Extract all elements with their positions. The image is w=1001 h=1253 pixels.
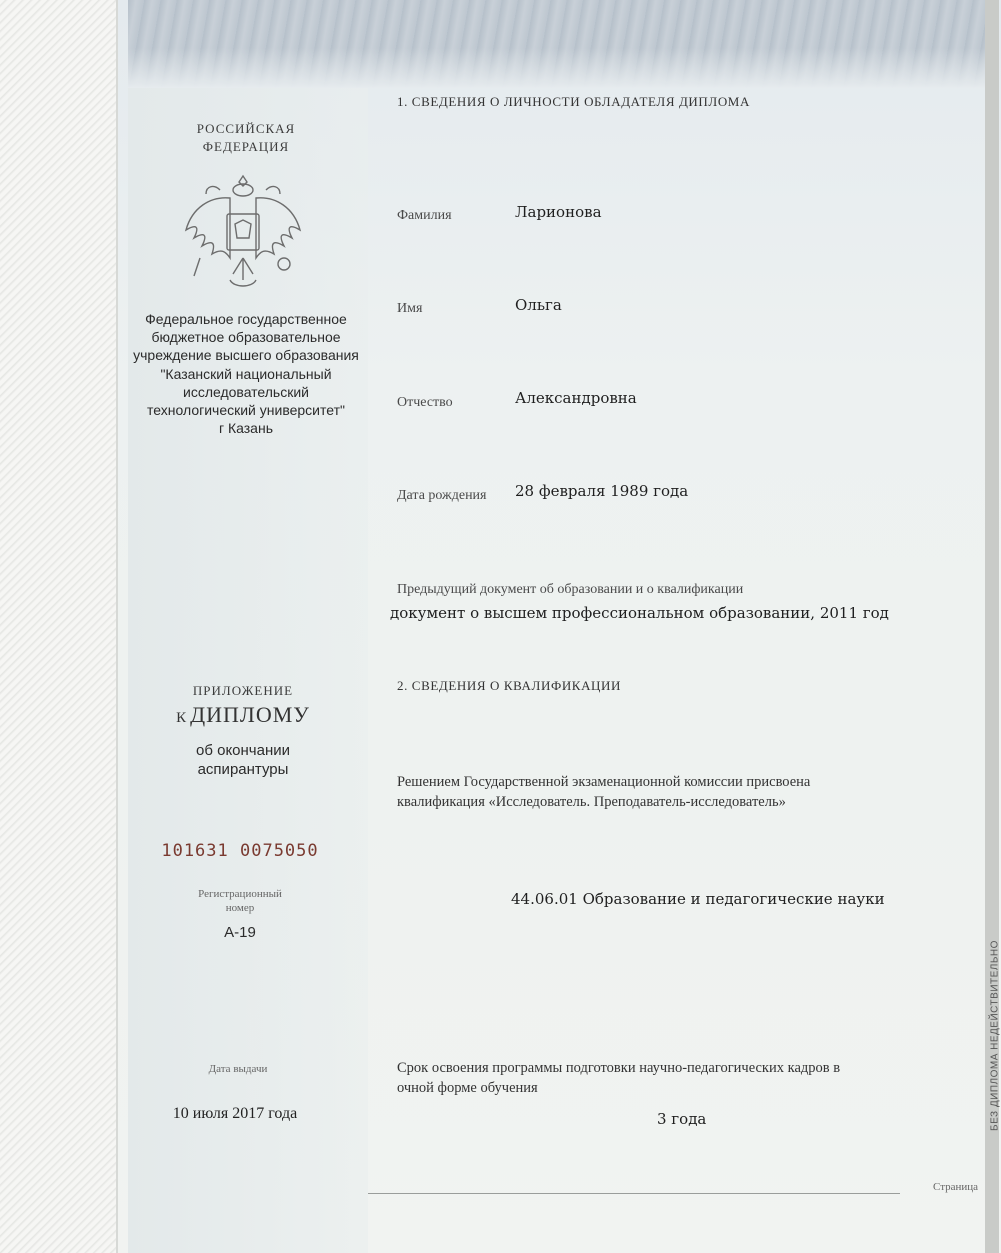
reg-label-line: номер: [225, 902, 255, 914]
document-title-prefix: К: [176, 710, 187, 726]
org-line: "Казанский национальный: [160, 365, 332, 382]
study-term-label: [397, 1058, 957, 1098]
document-title-line2: [150, 702, 336, 728]
term-line: Срок освоения программы подготовки научно-педагогических кадров в: [397, 1060, 841, 1076]
subtitle-line: аспирантуры: [197, 761, 289, 778]
side-validity-note: [985, 930, 999, 1160]
section1-heading: 1. СВЕДЕНИЯ О ЛИЧНОСТИ ОБЛАДАТЕЛЯ ДИПЛОМА: [397, 94, 750, 109]
security-pattern-strip: [0, 0, 128, 1253]
document-subtitle: [150, 741, 336, 779]
side-validity-text: БЕЗ ДИПЛОМА НЕДЕЙСТВИТЕЛЬНО: [989, 940, 1001, 1131]
org-line: бюджетное образовательное: [151, 329, 341, 346]
org-line: технологический университет": [147, 402, 345, 419]
previous-document-value: документ о высшем профессиональном образовании, 2011 год: [390, 604, 889, 622]
previous-document-label: Предыдущий документ об образовании и о квалификации: [397, 582, 744, 597]
birth-date-value: 28 февраля 1989 года: [515, 482, 689, 500]
birth-date-label: Дата рождения: [397, 488, 487, 503]
serial-number: 101631 0075050: [161, 841, 319, 861]
registration-label: [170, 887, 310, 915]
study-term-value: 3 года: [657, 1110, 707, 1128]
patronymic-value: Александровна: [515, 389, 637, 407]
surname-value: Ларионова: [515, 203, 602, 221]
registration-number: А-19: [224, 924, 256, 941]
org-line: Федеральное государственное: [145, 311, 347, 327]
section2-heading: 2. СВЕДЕНИЯ О КВАЛИФИКАЦИИ: [397, 678, 622, 693]
org-line: исследовательский: [183, 383, 309, 400]
name-value: Ольга: [515, 296, 562, 314]
qualification-decision: [397, 772, 917, 812]
issue-date: 10 июля 2017 года: [172, 1105, 298, 1122]
footer-rule: [368, 1193, 900, 1194]
document-title-main: ДИПЛОМУ: [190, 702, 310, 727]
decision-line: квалификация «Исследователь. Преподаватель-исследователь»: [397, 794, 786, 810]
issuer-organization: [128, 310, 364, 437]
surname-label: Фамилия: [397, 208, 452, 223]
name-label: Имя: [397, 301, 423, 316]
org-line: г Казань: [218, 420, 273, 437]
top-guilloche-band: [128, 0, 988, 88]
reg-label-line: Регистрационный: [198, 888, 282, 900]
document-title-line1: ПРИЛОЖЕНИЕ: [192, 683, 294, 698]
patronymic-label: Отчество: [397, 395, 453, 410]
coat-of-arms-icon: [180, 168, 306, 302]
country-name: РОССИЙСКАЯ ФЕДЕРАЦИЯ: [196, 121, 296, 154]
term-line: очной форме обучения: [397, 1080, 538, 1096]
subtitle-line: об окончании: [196, 742, 290, 759]
decision-line: Решением Государственной экзаменационной комиссии присвоена: [397, 774, 811, 790]
org-line: учреждение высшего образования: [133, 347, 359, 364]
specialty-value: 44.06.01 Образование и педагогические науки: [511, 890, 885, 908]
page-label: Страница: [933, 1181, 979, 1193]
issue-date-label: Дата выдачи: [208, 1063, 268, 1075]
